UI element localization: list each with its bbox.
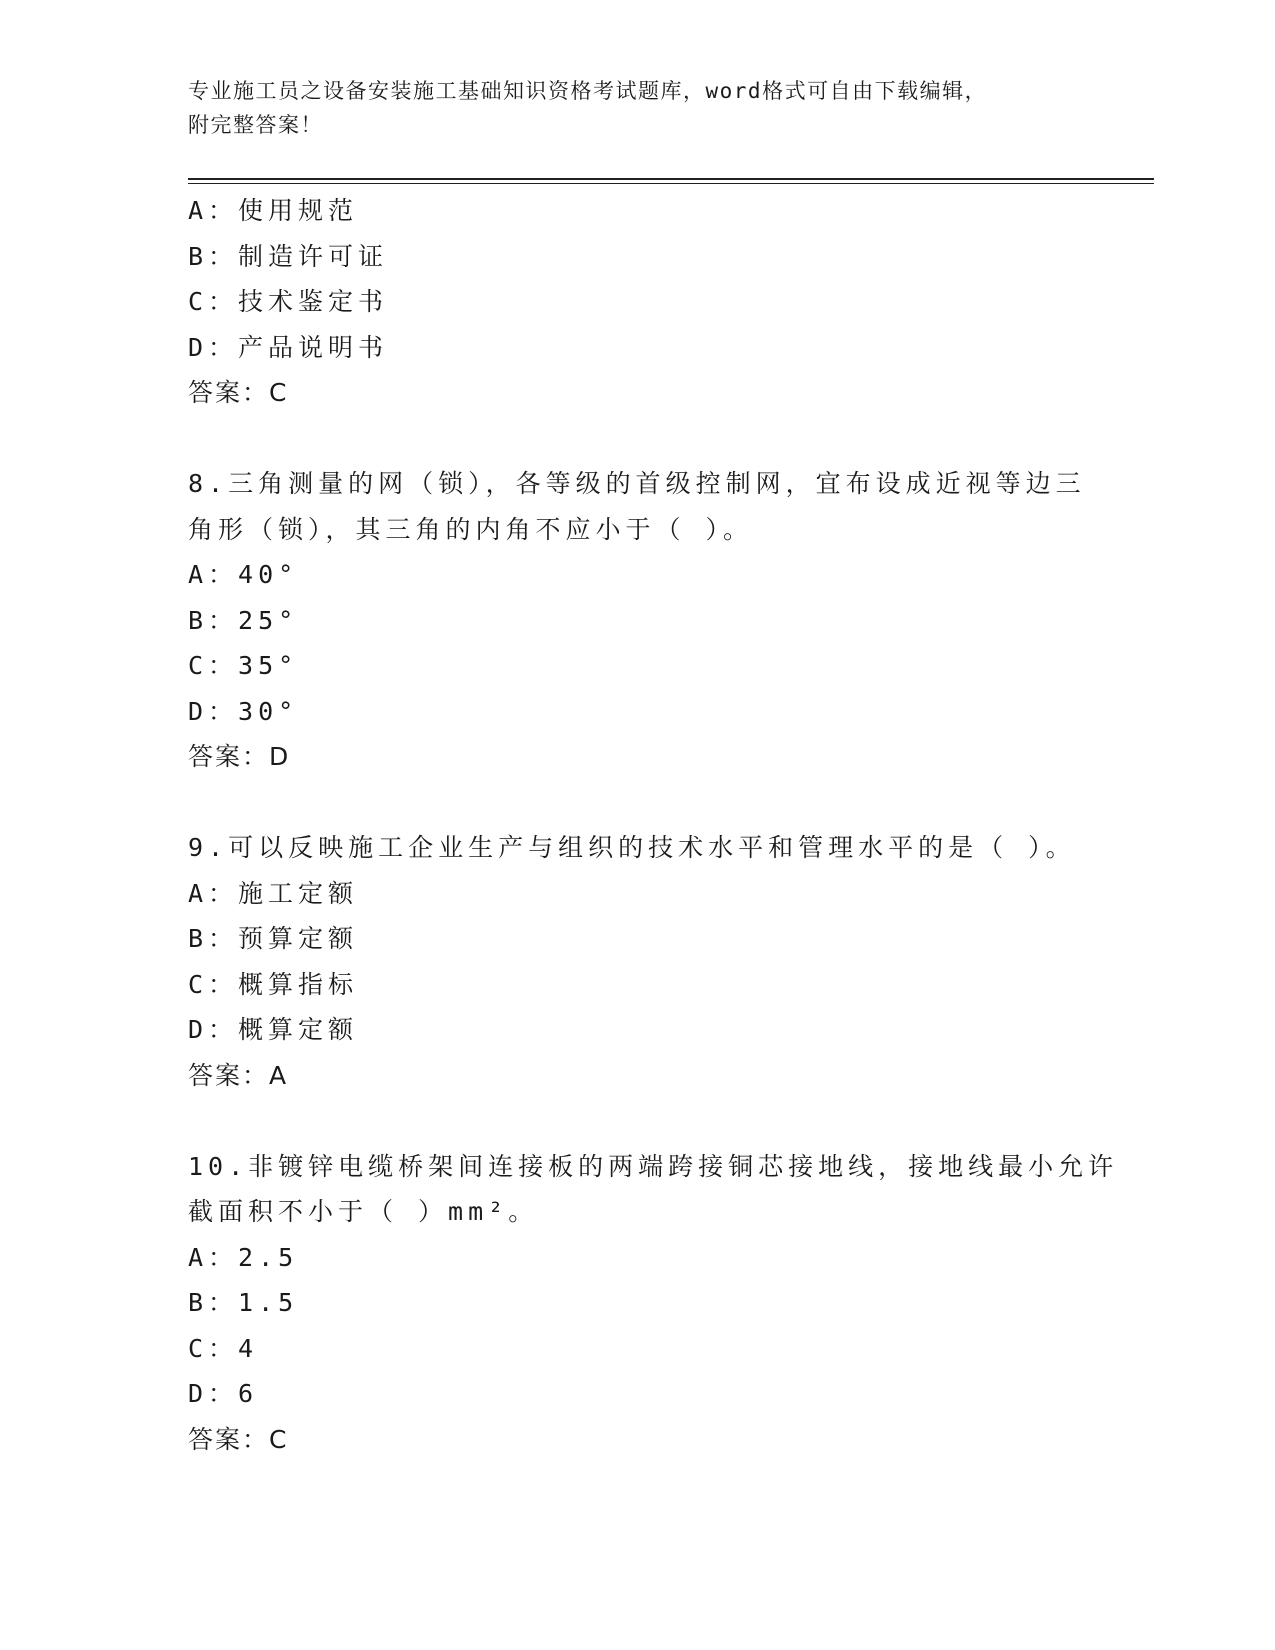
option-a: A：施工定额: [188, 878, 359, 908]
question-stem: 10.非镀锌电缆桥架间连接板的两端跨接铜芯接地线，接地线最小允许: [188, 1151, 1119, 1181]
document-header: [188, 74, 1068, 142]
question-8: [188, 461, 1088, 780]
header-rule-thin: [188, 183, 1154, 184]
option-c: C：技术鉴定书: [188, 287, 389, 316]
option-c: C：35°: [188, 651, 299, 680]
answer-line: 答案：D: [188, 742, 291, 771]
option-d: D：6: [188, 1379, 259, 1408]
header-line-1: 专业施工员之设备安装施工基础知识资格考试题库，word格式可自由下载编辑，: [188, 79, 988, 103]
header-line-2: 附完整答案！: [188, 113, 323, 137]
option-a: A：使用规范: [188, 196, 359, 225]
spacer: [188, 416, 1088, 462]
option-b: B：预算定额: [188, 924, 359, 953]
spacer: [188, 780, 1088, 826]
answer-line: 答案：C: [188, 378, 289, 407]
option-d: D：产品说明书: [188, 332, 389, 362]
option-a: A：40°: [188, 560, 299, 589]
question-list: [188, 188, 1119, 1462]
question-9: [188, 825, 1088, 1098]
header-rule-thick: [188, 178, 1154, 180]
question-10: [188, 1144, 1119, 1463]
answer-line: 答案：C: [188, 1424, 289, 1454]
option-a: A：2.5: [188, 1242, 299, 1272]
question-stem: 9.可以反映施工企业生产与组织的技术水平和管理水平的是（ ）。: [188, 833, 1076, 862]
option-d: D：30°: [188, 696, 299, 726]
option-d: D：概算定额: [188, 1015, 359, 1044]
question-stem: 8.三角测量的网（锁），各等级的首级控制网，宜布设成近视等边三: [188, 469, 1086, 498]
option-c: C：概算指标: [188, 969, 359, 999]
option-b: B：1.5: [188, 1288, 299, 1317]
option-b: B：制造许可证: [188, 241, 389, 271]
option-b: B：25°: [188, 605, 299, 635]
option-c: C：4: [188, 1333, 259, 1363]
question-stem-cont: 截面积不小于（ ）mm²。: [188, 1197, 539, 1226]
question-7: [188, 188, 1088, 416]
answer-line: 答案：A: [188, 1060, 289, 1090]
spacer: [188, 1098, 1088, 1144]
question-stem-cont: 角形（锁），其三角的内角不应小于（ ）。: [188, 514, 754, 544]
